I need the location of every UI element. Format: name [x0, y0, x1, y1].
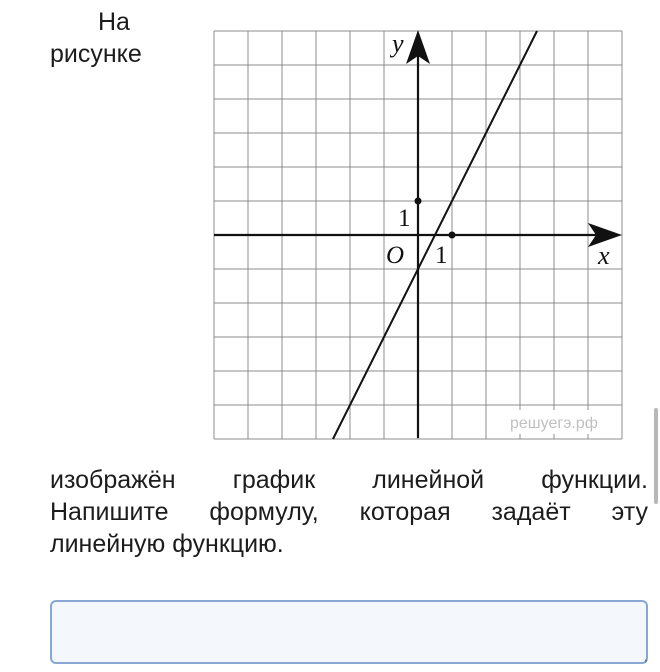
- paragraph-line3: линейную функцию.: [50, 530, 284, 558]
- unit-y-label: 1: [398, 205, 411, 232]
- word: функции.: [541, 466, 648, 494]
- graph-points: [415, 198, 456, 239]
- word: задаёт: [491, 498, 571, 526]
- word: Напишите: [50, 498, 169, 526]
- y-axis-label: y: [392, 29, 404, 58]
- answer-input[interactable]: [50, 600, 648, 664]
- unit-x-label: 1: [435, 242, 448, 269]
- word: формулу,: [209, 498, 319, 526]
- origin-label: O: [386, 242, 405, 269]
- word: изображён: [50, 466, 176, 494]
- intro-text-line1: На: [98, 8, 130, 36]
- trailing-comma: ,: [644, 648, 648, 664]
- word: линейной: [372, 466, 485, 494]
- paragraph-line2: [50, 496, 648, 528]
- watermark-logo: решуегэ.рф: [510, 415, 598, 432]
- x-axis-label: x: [598, 241, 610, 270]
- paragraph-line1: [50, 464, 648, 496]
- graph-point: [415, 198, 422, 205]
- word: которая: [359, 498, 451, 526]
- graph-axes: [214, 30, 622, 438]
- graph-point: [449, 232, 456, 239]
- word: график: [232, 466, 316, 494]
- intro-text-line2: рисунке: [50, 40, 142, 68]
- scrollbar-thumb[interactable]: [654, 408, 658, 504]
- word: эту: [611, 498, 648, 526]
